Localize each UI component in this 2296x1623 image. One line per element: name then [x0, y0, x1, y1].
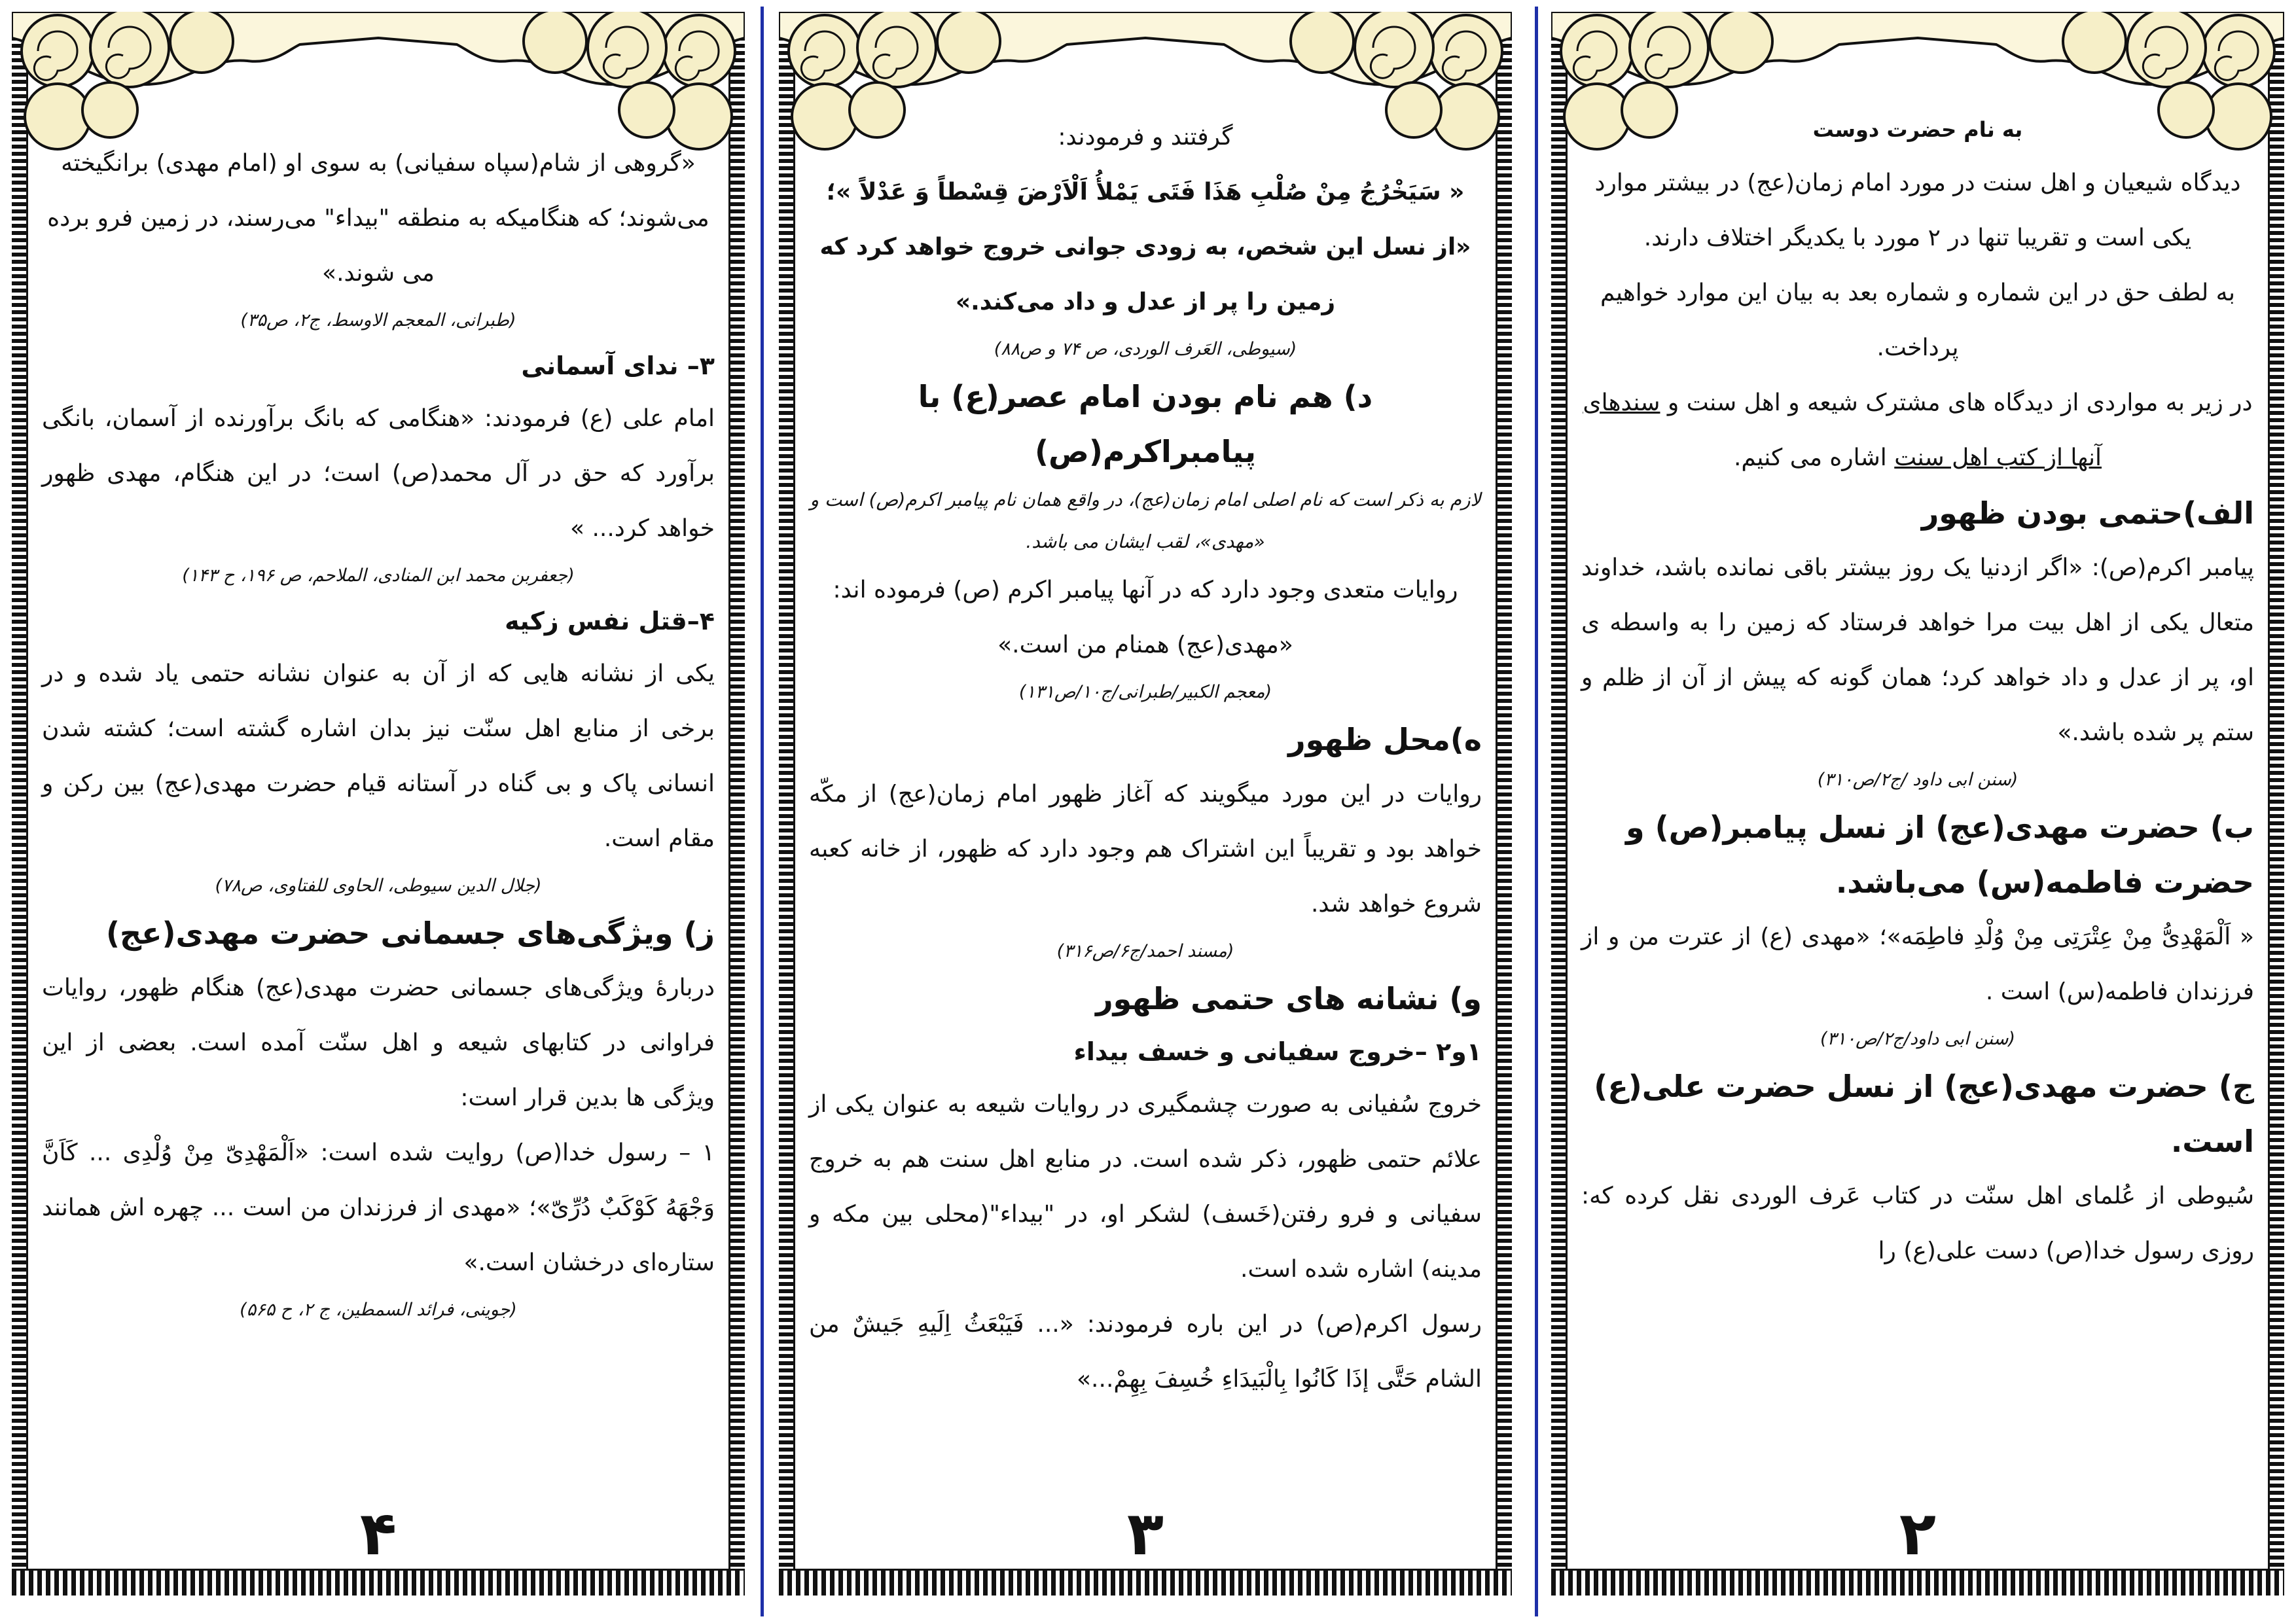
frame-border [12, 12, 28, 1596]
underlined-text: سندهای آنها از کتب اهل سنت [1583, 389, 2102, 471]
quote-paragraph: « سَیَخْرُجُ مِنْ صُلْبِ هَذَا فَتَی یَمْلأُ اَلْاَرْضَ قِسْطاً وَ عَدْلاً »؛ «از نسل این شخص، به زودی جوانی خروج خواهد کرد که زمین را پر از عدل و داد می‌کند.» [819, 179, 1471, 315]
section-heading: ج) حضرت مهدی(عج) از نسل حضرت علی(ع) است. [1594, 1069, 2254, 1159]
frame-border [12, 1569, 745, 1596]
page-number: ۲ [1899, 1499, 1937, 1569]
note: لازم به ذکر است که نام اصلی امام زمان(عج)، در واقع همان نام پیامبر اکرم(ص) است و «مهدی»، لقب ایشان می باشد. [810, 489, 1481, 552]
paragraph: امام علی (ع) فرمودند: «هنگامی که بانگ برآورنده از آسمان، بانگی برآورد که حق در آل محمد(ص) است؛ در این هنگام، مهدی ظهور خواهد کرد... » [42, 405, 715, 542]
frame-border [779, 1569, 1512, 1596]
frame-border [1496, 12, 1512, 1596]
paragraph: دیدگاه شیعیان و اهل سنت در مورد امام زمان(عج) در بیشتر موارد یکی است و تقریبا تنها در ۲ مورد با یکدیگر اختلاف دارند. [1594, 169, 2241, 251]
paragraph: پیامبر اکرم(ص): «اگر ازدنیا یک روز بیشتر باقی نمانده باشد، خداوند متعال یکی از اهل بیت مرا خواهد فرستاد که زمین را به واسطه ی او، پر از عدل و داد خواهد کرد؛ همان گونه که پیش از آن از ظلم و ستم پر شده باشد.» [1581, 554, 2254, 746]
subsection-heading: ۱و۲ –خروج سفیانی و خسف بیداء [1073, 1037, 1482, 1066]
paragraph: سُیوطی از عُلمای اهل سنّت در کتاب عَرف الوردی نقل کرده که: روزی رسول خدا(ص) دست علی(ع) را [1581, 1183, 2254, 1264]
text-run: اشاره می کنیم. [1733, 444, 1895, 471]
reference: (مسند احمد/ج۶/ص۳۱۶) [1056, 941, 1234, 961]
frame-border [1551, 12, 1568, 1596]
section-heading: الف)حتمی بودن ظهور [1921, 495, 2254, 531]
paragraph: ۱ – رسول خدا(ص) روایت شده است: «اَلْمَهْدِیّ مِنْ وُلْدِی ... کَاَنَّ وَجْهَهُ کَوْکَبٌ دُرِّیّ»؛ «مهدی از فرزندان من است ... چهره اش همانند ستاره‌ای درخشان است.» [42, 1139, 715, 1276]
panel-separator [761, 7, 764, 1616]
page-title: به نام حضرت دوست [1812, 117, 2023, 142]
paragraph: «گروهی از شام(سپاه سفیانی) به سوی او (امام مهدی) برانگیخته می‌شوند؛ که هنگامیکه به منطقه "بیداء" می‌رسند، در زمین فرو برده می شوند.» [47, 150, 709, 287]
reference: (سنن ابی داود /ج۲/ص۳۱۰) [1817, 770, 2018, 790]
paragraph: رسول اکرم(ص) در این باره فرمودند: «... فَیَبْعَثُ اِلَیهِ جَیشٌ من الشام حَتَّی إذَا کَانُوا بِالْبَیدَاءِ خُسِفَ بِهِمْ...» [809, 1311, 1482, 1393]
page-number: ۳ [1126, 1499, 1164, 1569]
reference: (جعفربن محمد ابن المنادی، الملاحم، ص ۱۹۶، ح ۱۴۳) [182, 565, 575, 586]
paragraph: « اَلْمَهْدِیُّ مِنْ عِتْرَتِی مِنْ وُلْدِ فاطِمَه»؛ «مهدی (ع) از عترت من و از فرزندان فاطمه(س) است . [1581, 923, 2254, 1005]
section-heading: د) هم نام بودن امام عصر(ع) با پیامبراکرم(ص) [918, 379, 1373, 469]
panel-separator [1535, 7, 1538, 1616]
paragraph: روایات در این مورد میگویند که آغاز ظهور امام زمان(عج) از مکّه خواهد بود و تقریباً این اشتراک هم وجود دارد که ظهور، از خانه کعبه شروع خواهد شد. [809, 781, 1482, 918]
panel-page-2 [1551, 12, 2284, 1596]
paragraph: گرفتند و فرمودند: [1058, 124, 1233, 151]
section-heading: ز) ویژگی‌های جسمانی حضرت مهدی(عج) [105, 916, 715, 951]
page-number: ۴ [359, 1499, 397, 1569]
reference: (طبرانی، المعجم الاوسط، ج۲، ص۳۵) [240, 310, 516, 330]
paragraph: خروج سُفیانی به صورت چشمگیری در روایات شیعه به عنوان یکی از علائم حتمی ظهور، ذکر شده است. در منابع اهل سنت هم به خروج سفیانی و فرو رفتن(خَسف) لشکر او، در "بیداء"(محلی بین مکه و مدینه) اشاره شده است. [809, 1091, 1482, 1283]
section-heading: ۳– ندای آسمانی [521, 351, 715, 380]
panel-page-4 [12, 12, 745, 1596]
frame-border [779, 12, 795, 1596]
paragraph: یکی از نشانه هایی که از آن به عنوان نشانه حتمی یاد شده و در برخی از منابع اهل سنّت نیز بدان اشاره گشته است؛ کشته شدن انسانی پاک و بی گناه در آستانه قیام حضرت مهدی(عج) بین رکن و مقام است. [42, 660, 715, 852]
reference: (سیوطی، العَرف الوردی، ص ۷۴ و ص۸۸) [994, 339, 1297, 359]
section-heading: و) نشانه های حتمی ظهور [1096, 981, 1482, 1016]
panel-page-3 [779, 12, 1512, 1596]
paragraph: دربارۀ ویژگی‌های جسمانی حضرت مهدی(عج) هنگام ظهور، روایات فراوانی در کتابهای شیعه و اهل سنّت آمده است. بعضی از این ویژگی ها بدین قرار است: [42, 974, 715, 1111]
frame-border [1551, 1569, 2284, 1596]
frame-border [728, 12, 745, 1596]
section-heading: ب) حضرت مهدی(عج) از نسل پیامبر(ص) و حضرت فاطمه(س) می‌باشد. [1626, 810, 2254, 900]
frame-border [2268, 12, 2284, 1596]
paragraph: روایات متعدی وجود دارد که در آنها پیامبر اکرم (ص) فرموده اند: «مهدی(عج) همنام من است.» [833, 577, 1458, 658]
section-heading: ه)محل ظهور [1288, 722, 1482, 757]
text-run: در زیر به مواردی از دیدگاه های مشترک شیعه و اهل سنت و [1660, 389, 2253, 416]
section-heading: ۴–قتل نفس زکیه [505, 607, 715, 635]
reference: (معجم الکبیر/طبرانی/ج۱۰/ص۱۳۱) [1018, 682, 1272, 702]
reference: (جوینی، فرائد السمطین، ج ۲، ح ۵۶۵) [240, 1300, 517, 1320]
paragraph [1581, 376, 2254, 486]
reference: (سنن ابی داود/ج۲/ص۳۱۰) [1820, 1029, 2015, 1049]
reference: (جلال الدین سیوطی، الحاوی للفتاوی، ص۷۸) [215, 876, 542, 896]
paragraph: به لطف حق در این شماره و شماره بعد به بیان این موارد خواهیم پرداخت. [1600, 279, 2235, 361]
